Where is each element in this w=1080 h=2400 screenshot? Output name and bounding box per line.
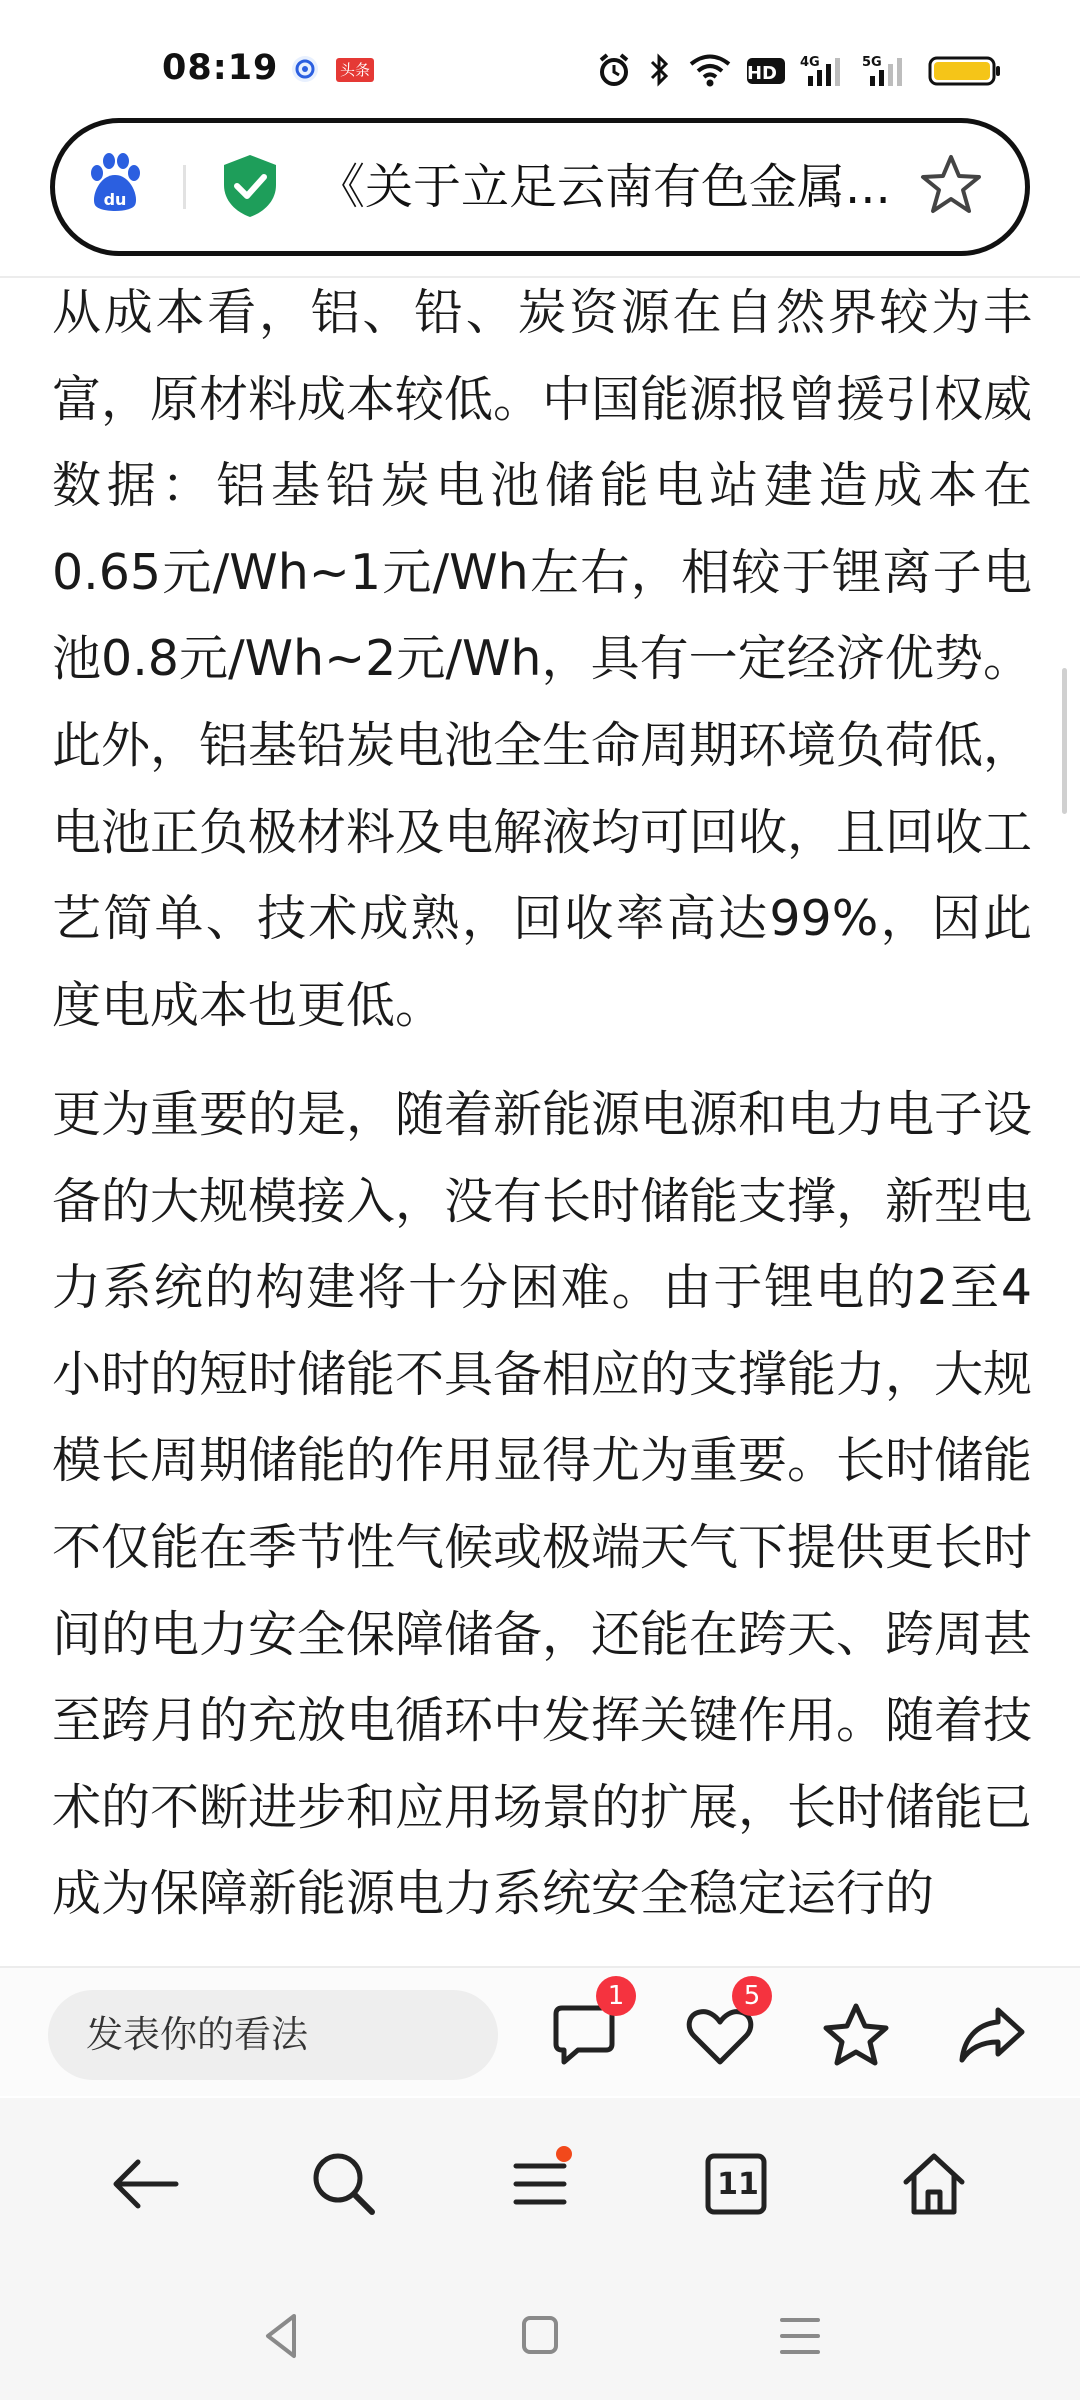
svg-text:4G: 4G <box>800 55 820 70</box>
back-arrow-icon <box>104 2142 188 2226</box>
article-body <box>0 278 1080 1966</box>
status-time: 08:19 <box>162 48 279 88</box>
baidu-logo-icon[interactable] <box>85 151 145 215</box>
security-shield-icon[interactable] <box>221 153 279 219</box>
svg-text:5G: 5G <box>862 55 882 70</box>
tab-count: 11 <box>717 2167 759 2202</box>
bookmark-star-icon[interactable] <box>917 151 985 219</box>
tabs-button[interactable] <box>694 2142 778 2226</box>
signal-4g-icon <box>800 52 844 88</box>
browser-nav-bar <box>0 2098 1080 2268</box>
system-recents-icon[interactable] <box>770 2308 830 2364</box>
like-count-badge: 5 <box>732 1976 772 2016</box>
share-button[interactable] <box>950 1994 1034 2078</box>
system-home-icon[interactable] <box>510 2308 570 2364</box>
search-button[interactable] <box>302 2142 386 2226</box>
hd-icon <box>746 52 786 88</box>
signal-5g-icon <box>862 52 906 88</box>
menu-button[interactable] <box>498 2142 582 2226</box>
system-back-icon[interactable] <box>252 2308 312 2364</box>
toutiao-notification-icon: 头条 <box>336 58 374 82</box>
address-divider <box>183 165 186 209</box>
comment-button[interactable] <box>542 1981 626 2078</box>
battery-icon <box>928 52 1002 88</box>
back-button[interactable] <box>104 2142 188 2226</box>
page-title[interactable]: 《关于立足云南有色金属... <box>317 159 891 215</box>
svg-text:du: du <box>103 190 127 209</box>
system-nav-bar <box>0 2268 1080 2400</box>
home-button[interactable] <box>892 2142 976 2226</box>
menu-notification-dot <box>556 2146 572 2162</box>
wifi-icon <box>688 52 732 88</box>
home-icon <box>892 2142 976 2226</box>
app-notification-icon <box>290 54 320 84</box>
share-icon <box>950 1994 1034 2078</box>
article-paragraph: 从成本看，铝、铅、炭资源在自然界较为丰富，原材料成本较低。中国能源报曾援引权威数据：铝基铅炭电池储能电站建造成本在0.65元/Wh~1元/Wh左右，相较于锂离子电池0.8元/Wh~2元/Wh，具有一定经济优势。此外，铝基铅炭电池全生命周期环境负荷低，电池正负极材料及电解液均可回收，且回收工艺简单、技术成熟，回收率高达99%，因此度电成本也更低。 <box>52 284 1033 1034</box>
star-icon <box>814 1994 898 2078</box>
status-bar <box>0 0 1080 110</box>
article-paragraph: 更为重要的是，随着新能源电源和电力电子设备的大规模接入，没有长时储能支撑，新型电力系统的构建将十分困难。由于锂电的2至4小时的短时储能不具备相应的支撑能力，大规模长周期储能的作用显得尤为重要。长时储能不仅能在季节性气候或极端天气下提供更长时间的电力安全保障储备，还能在跨天、跨周甚至跨月的充放电循环中发挥关键作用。随着技术的不断进步和应用场景的扩展，长时储能已成为保障新能源电力系统安全稳定运行的 <box>52 1086 1033 1923</box>
search-icon <box>302 2142 386 2226</box>
svg-text:HD: HD <box>746 63 778 84</box>
address-bar[interactable] <box>50 118 1030 256</box>
scrollbar-thumb[interactable] <box>1062 668 1067 814</box>
comment-input[interactable]: 发表你的看法 <box>48 1990 498 2080</box>
comment-toolbar <box>0 1966 1080 2096</box>
alarm-icon <box>596 52 632 88</box>
favorite-button[interactable] <box>814 1994 898 2078</box>
comment-count-badge: 1 <box>596 1976 636 2016</box>
like-button[interactable] <box>678 1981 762 2078</box>
bluetooth-icon <box>648 52 672 88</box>
